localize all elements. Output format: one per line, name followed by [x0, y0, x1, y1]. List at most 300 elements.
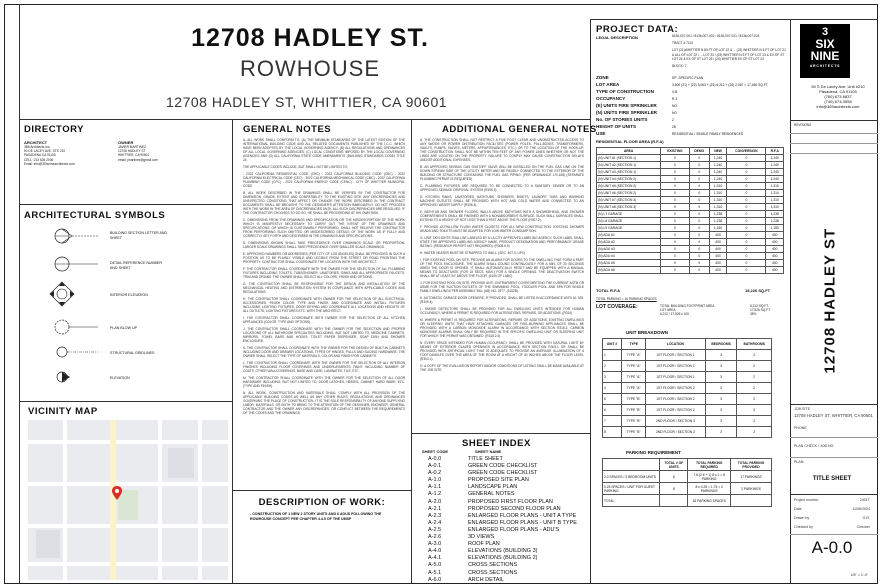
- revision-line: [790, 153, 878, 154]
- sheet-index-row: [428, 534, 578, 541]
- project-field-label: No. OF STORIES UNITS: [596, 117, 648, 122]
- unit-header-cell: LOCATION: [646, 339, 706, 350]
- project-number-label: Project number: [794, 498, 819, 502]
- floor-area-cell: 0: [727, 204, 766, 211]
- floor-area-cell: 0: [689, 162, 709, 169]
- unit-row: [603, 416, 772, 427]
- project-field-label: (E) UNITS FIRE SPRINKLER: [596, 103, 657, 108]
- description-text: - CONSTRUCTION OF 1 NEW 2 STORY UNITS AND 6 ADUS FOLLOWING THE ROWHOUSE CONCEPT PER CHAPTER 4.4.5 OF THE UMSP: [250, 512, 382, 521]
- floor-area-header-cell: CONVERSION: [727, 148, 766, 155]
- total-rfa-label: TOTAL R.F.A: [596, 288, 620, 293]
- plan-blow-up-icon: [55, 320, 98, 334]
- unit-cell: 2: [603, 361, 622, 372]
- project-field-value: NO: [672, 110, 677, 115]
- unit-cell: 2: [737, 394, 772, 405]
- project-field-label: USE: [596, 131, 606, 136]
- unit-cell: 3: [705, 361, 737, 372]
- floor-area-cell: 400: [709, 232, 727, 239]
- floor-area-cell: 0: [689, 218, 709, 225]
- drawn-by-value: G.R.: [862, 516, 870, 520]
- floor-area-cell: 1,238: [766, 218, 784, 225]
- frame-line: [790, 494, 878, 495]
- revision-line: [790, 143, 878, 144]
- parking-row: [603, 495, 772, 507]
- job-site-value: 12708 HADLEY ST, WHITTIER, CA 90601: [794, 413, 873, 418]
- floor-area-cell: 400: [766, 246, 784, 253]
- sheet-code: A-2.4: [428, 519, 442, 526]
- frame-line: [411, 119, 412, 584]
- project-title: 12708 HADLEY ST.: [191, 24, 429, 52]
- firm-info: [800, 84, 876, 109]
- floor-area-row: [597, 232, 784, 239]
- unit-cell: 2ND FLOOR / SECTION 3: [646, 427, 706, 438]
- unit-cell: TYPE "A": [622, 350, 646, 361]
- floor-area-row: [597, 162, 784, 169]
- floor-area-cell: 400: [766, 253, 784, 260]
- floor-area-cell: 0: [689, 204, 709, 211]
- project-field-row: [596, 88, 786, 95]
- unit-cell: TYPE "A": [622, 383, 646, 394]
- floor-area-row: [597, 197, 784, 204]
- sheet-index-row: [428, 477, 578, 484]
- floor-area-cell: 0: [727, 246, 766, 253]
- logo-line: NINE: [810, 49, 840, 63]
- unit-cell: 2: [737, 350, 772, 361]
- checked-by-value: Checker: [856, 525, 870, 529]
- unit-cell: 1ST FLOOR / SECTION 1: [646, 372, 706, 383]
- frame-line: [790, 120, 878, 121]
- project-field-value: V-B: [672, 89, 678, 94]
- floor-area-cell: (N) UNIT #8 (SECTION 3): [597, 204, 661, 211]
- unit-breakdown-heading: UNIT BREAKDOWN: [626, 330, 668, 335]
- floor-area-cell: 0: [661, 162, 690, 169]
- project-field-value: R-3: [672, 96, 678, 101]
- firm-line[interactable]: info@369architects.com: [816, 104, 860, 109]
- floor-area-row: [597, 190, 784, 197]
- parking-cell: 0.25 SPACES / UNIT FOR GUEST PARKING: [603, 483, 660, 495]
- general-note: THE APPLICABLE CODES INCLUDE, BUT SHALL NOT BE LIMITED TO:: [243, 165, 348, 169]
- project-field-row: [596, 74, 786, 81]
- floor-area-cell: (N) L7 GARAGE: [597, 211, 661, 218]
- parking-header-cell: TOTAL PARKING PROVIDED: [731, 459, 772, 471]
- lot-coverage-label: LOT COVERAGE:: [596, 304, 638, 310]
- floor-area-header-cell: R.F.A: [766, 148, 784, 155]
- floor-area-row: [597, 204, 784, 211]
- project-address: 12708 HADLEY ST, WHITTIER, CA 90601: [166, 94, 448, 110]
- sheet-name: TITLE SHEET: [812, 476, 852, 482]
- parking-cell: TOTAL: [603, 495, 660, 507]
- frame-line: [790, 404, 878, 405]
- lot-coverage-lines: [660, 304, 714, 317]
- floor-area-cell: 400: [709, 267, 727, 274]
- general-note: A. ALL WORK SHALL CONFORM TO: (A) THE MINIMUM STANDARDS OF THE LATEST EDITION OF THE INTERNATIONAL BUILDING CODE AND ALL RELATED DOCUMENTS PUBLISHED BY THE I.C.C. WHICH HAVE BEEN ADOPTED BY THE LOCAL GOVERNING AGENCY; (B) ALL REGULATIONS AND ORDINANCES OF ALL LOCAL GOVERNING AGENCIES; (C) LOCAL CONDITIONS IMPOSED BY THE LOCAL GOVERNING AGENCIES AND (D) ALL CALIFORNIA STATE CODE AMENDMENTS (BUILDING STANDARDS CODE) TITLE 24.: [243, 138, 405, 162]
- section-symbol-icon: [55, 229, 98, 243]
- general-note: F. THE CONTRACTOR SHALL COORDINATE WITH THE OWNER FOR THE SELECTION OF ALL PLUMBING FIXTURES INCLUDING TOILETS, TUBS/SHOWER, LAVATORIES, SINKS AND ALL APPROPRIATE FAUCETS, TRIM AND DRAINS. THE OWNER SHALL SELECT ALL COLORS, FINISH AND OPTIONS.: [243, 267, 405, 279]
- general-note: N. ALL WORK, CONSTRUCTION AND MATERIALS SHALL COMPLY WITH ALL PROVISION OF THE APPLICABLE BUILDING CODES AS WELL AS ANY OTHER RULES, REGULATIONS, AND ORDINANCES GOVERNING THE PLACE OF CONSTRUCTION. IT IS THE SOLE RESPONSIBILITY OF ANYONE SUPPLYING LABOR, MATERIALS, OR BOTH TO BRING TO THE ATTENTION OF THE DESIGNER, ENGINEER, GENERAL CONTRACTOR AND THE OWNER ANY DISCREPANCIES, OR CONFLICT BETWEEN THE REQUIREMENTS OF THE CODES AND THE DRAWINGS.: [243, 391, 405, 415]
- symbol-label: ELEVATION: [110, 376, 130, 380]
- sheet-name: ELEVATIONS (BUILDING 2): [468, 555, 538, 562]
- floor-area-cell: 400: [709, 253, 727, 260]
- floor-area-cell: 0: [661, 218, 690, 225]
- total-rfa-value: 15,226 SQ.FT: [745, 288, 771, 293]
- owner-line: WHITTIER, CA 90601: [118, 153, 150, 158]
- floor-area-cell: 1,238: [709, 211, 727, 218]
- symbols-legend: [40, 222, 230, 397]
- project-field-row: [596, 81, 786, 88]
- project-fields: [596, 74, 786, 137]
- unit-row: [603, 405, 772, 416]
- sheet-code: A-3.0: [428, 541, 442, 548]
- additional-note: E. BATHTUB AND SHOWER FLOORS, WALLS ABOVE BATHTUBS WITH A SHOWERHEAD, AND SHOWER COMPARTMENTS SHALL BE FINISHED WITH A NONABSORBENT SURFACE. SUCH WALL SURFACES SHALL EXTEND TO A HEIGHT OF NOT LESS THAN 6 FEET ABOVE THE FLOOR (R307.2).: [420, 210, 584, 222]
- floor-area-cell: 400: [766, 260, 784, 267]
- symbol-label: DETAIL REFERENCE NUMBER AND SHEET: [110, 261, 162, 270]
- unit-cell: TYPE "A": [622, 372, 646, 383]
- project-field-row: [596, 95, 786, 102]
- project-field-row: [596, 130, 786, 137]
- floor-area-cell: 0: [727, 190, 766, 197]
- unit-header-cell: BATHROOMS: [737, 339, 772, 350]
- additional-note: G. UNIT SKYLIGHTS SHALL BE LABELED BY A LA CITY APPROVED LABELING AGENCY. SUCH LABEL SHALL STATE THE APPROVED LABELING AGENCY NAME, PRODUCT DESIGNATION AND PERFORMANCE GRADE RATING. (RESEARCH REPORT NOT REQUIRED). (R308.6.9): [420, 236, 584, 248]
- vicinity-heading: VICINITY MAP: [28, 406, 98, 417]
- architect-line: CELL: 213 605 2006: [24, 157, 54, 162]
- sheet-name: TITLE SHEET: [468, 456, 503, 462]
- project-data-heading: PROJECT DATA:: [596, 24, 679, 35]
- unit-cell: 1ST FLOOR / SECTION 2: [646, 383, 706, 394]
- frame-line: [790, 534, 878, 535]
- lot-coverage-value: 6,212 SQ.FT.: [750, 304, 769, 308]
- floor-area-cell: 400: [766, 267, 784, 274]
- general-note: D. DIMENSIONS SHOWN SHALL TAKE PRECEDENCE OVER DRAWINGS SCALE OR PROPORTION. LARGER SCALE DRAWINGS SHALL TAKE PRECEDENCE OVER SMALLER SCALE DRAWINGS.: [243, 241, 405, 249]
- unit-cell: 1ST FLOOR / SECTION 1: [646, 350, 706, 361]
- floor-area-cell: 0: [661, 211, 690, 218]
- floor-area-cell: (N) L9 GARAGE: [597, 225, 661, 232]
- legal-label: LEGAL DESCRIPTION: [596, 35, 638, 40]
- firm-line: Pasadena, CA 91105: [819, 89, 857, 94]
- sheet-index-row: [428, 513, 578, 520]
- architect-line: 50 DE LACEY AVE. STE 210: [24, 149, 66, 154]
- unit-cell: 1ST FLOOR / SECTION 2: [646, 394, 706, 405]
- owner-label: OWNER: [118, 140, 134, 145]
- floor-area-label: RESIDENTIAL FLOOR AREA (R.F.A): [596, 139, 664, 144]
- sheet-name: ARCH DETAIL: [468, 576, 504, 583]
- vertical-project-title: 12708 HADLEY ST: [821, 227, 839, 374]
- sheet-code: A-5.1: [428, 569, 442, 576]
- additional-note: D. KITCHEN SINKS, LAVATORIES, BATHTUBS, SHOWERS, BIDETS, LAUNDRY TUBS AND WASHING MACHINE OUTLETS SHALL BE PROVIDED WITH HOT AND COLD WATER AND CONNECTED TO AN APPROVED WATER SUPPLY (R306.4).: [420, 195, 584, 207]
- floor-area-cell: 1,150: [709, 225, 727, 232]
- owner-block: [118, 140, 198, 162]
- floor-area-row: [597, 225, 784, 232]
- general-note: K. THE CONTRACTOR SHALL COORDINATE WITH THE OWNER FOR THE DESIGN OF BUILT-IN CABINETS INCLUDING DOOR AND DRAWER LOCATIONS, TYPES OF HINGES, PULLS AND SLIDING HARDWARE. THE OWNER SHALL SELECT THE TYPE OF MATERIALS, COLOR AND FINISH FOR CABINETS.: [243, 346, 405, 358]
- floor-area-cell: 0: [661, 260, 690, 267]
- sheet-code-header: SHEET CODE: [422, 449, 449, 454]
- floor-area-cell: 0: [661, 155, 690, 162]
- floor-area-cell: 1,238: [766, 211, 784, 218]
- symbol-label: BUILDING SECTION LETTER AND SHEET: [110, 231, 168, 240]
- lot-coverage-line: TOTAL BUILDING FOOTPRINT AREA: [660, 304, 715, 308]
- floor-area-cell: 1,240: [766, 162, 784, 169]
- floor-area-cell: 1,240: [709, 176, 727, 183]
- floor-area-cell: (N) UNIT #4 (SECTION 2): [597, 176, 661, 183]
- frame-line: [19, 204, 232, 205]
- floor-area-header-cell: AREA: [597, 148, 661, 155]
- project-field-row: [596, 123, 786, 130]
- sheet-index-row: [428, 527, 578, 534]
- drawn-by-label: Drawn by: [794, 516, 810, 520]
- frame-line: [411, 433, 590, 434]
- location-pin-icon: [112, 486, 122, 500]
- floor-area-cell: (N) ADU #5: [597, 260, 661, 267]
- unit-cell: 2: [737, 372, 772, 383]
- sheet-index-list: [428, 456, 578, 584]
- floor-area-cell: 0: [727, 211, 766, 218]
- lot-coverage-line: 6,212 / 17,526 x 100: [660, 312, 690, 317]
- sheet-index-row: [428, 456, 578, 463]
- frame-line: [590, 19, 878, 20]
- scale-value: 1/8" = 1'-0": [850, 573, 868, 577]
- phone-label: PHONE: [794, 426, 807, 430]
- parking-cell: [731, 495, 772, 507]
- floor-area-cell: 1,310: [709, 190, 727, 197]
- parking-header-cell: [603, 459, 660, 471]
- parking-cell: 7.6 (2.6 + 1) 8 x 1 = 8 PARKING: [688, 471, 731, 483]
- sheet-code: A-4.1: [428, 555, 442, 562]
- project-field-value: NO: [672, 103, 677, 108]
- detail-reference-icon: [55, 257, 98, 271]
- floor-area-cell: (N) L8 GARAGE: [597, 218, 661, 225]
- floor-area-cell: 1,240: [709, 169, 727, 176]
- floor-area-cell: 0: [689, 225, 709, 232]
- floor-area-cell: 0: [727, 176, 766, 183]
- additional-note: A. THE CONSTRUCTION SHALL NOT RESTRICT A FIVE FOOT CLEAR AND UNOBSTRUCTED ACCESS TO ANY WATER OR POWER DISTRIBUTION FACILITIES (POWER POLES, PULL-BOXES, TRANSFORMERS, VAULTS, PUMPS, VALVES, METERS, APPURTENANCES, ETC.) OR TO THE LOCATION OF THE HOOK-UP. THE CONSTRUCTION SHALL NOT BE WITHIN TEN FEET OF ANY POWER LINES WHETHER OR NOT THE LINES ARE LOCATED ON THE PROPERTY. FAILURE TO COMPLY MAY CAUSE CONSTRUCTION DELAYS AND/OR ADDITIONAL EXPENSES.: [420, 138, 584, 162]
- floor-area-cell: 0: [661, 225, 690, 232]
- unit-cell: 6: [603, 405, 622, 416]
- additional-note: J. FOR EXISTING POOL ON SITE, PROVIDE ANTI- ENTRAPMENT COVER MEETING THE CURRENT ASTM OR ASME FOR THE SUCTION OUTLETS OF THE SWIMMING POOL, TODDLER POOL AND SPA FOR SINGLE FAMILY DWELLINGS PER ASSEMBLY BILL (AB) NO. 2977. (3162B): [420, 281, 584, 293]
- architect-line: 3B6 Architects Inc.: [24, 145, 51, 149]
- floor-area-cell: 0: [661, 246, 690, 253]
- unit-cell: TYPE "B": [622, 427, 646, 438]
- floor-area-cell: 400: [709, 246, 727, 253]
- floor-area-cell: 0: [689, 253, 709, 260]
- unit-cell: 3: [705, 350, 737, 361]
- floor-area-cell: 1,310: [709, 183, 727, 190]
- logo-line: 3: [821, 26, 829, 38]
- floor-area-cell: 1,310: [709, 204, 727, 211]
- unit-cell: 4: [603, 383, 622, 394]
- general-note: L. THE CONTRACTOR SHALL COORDINATE WITH THE OWNER FOR THE SELECTION OF ALL INTERIOR FINISHES INCLUDING FLOOR COVERINGS AND UNDERLAYMENTS, PAINT, INCLUDING NUMBER OF COATS, OTHER WALLCOVERINGS, BASE AND CASE, LAMINATES, TILE, ETC.: [243, 361, 405, 373]
- floor-area-cell: 0: [689, 260, 709, 267]
- floor-area-cell: 0: [727, 267, 766, 274]
- project-subtitle: ROWHOUSE: [240, 56, 380, 81]
- unit-cell: TYPE "B": [622, 405, 646, 416]
- sheet-name: CROSS SECTIONS: [468, 562, 518, 569]
- lot-coverage-value: 17,526 SQ.FT.: [750, 308, 771, 313]
- sheet-name: PROPOSED FIRST FLOOR PLAN: [468, 498, 553, 505]
- floor-area-cell: 0: [727, 183, 766, 190]
- sheet-name: GREEN CODE CHECKLIST: [468, 470, 538, 477]
- sheet-code: A-0.0: [428, 456, 442, 462]
- floor-area-cell: 0: [689, 169, 709, 176]
- floor-area-cell: 0: [689, 267, 709, 274]
- unit-cell: 2: [737, 416, 772, 427]
- unit-header-cell: UNIT #: [603, 339, 622, 350]
- sheet-index-row: [428, 520, 578, 527]
- sheet-name: GREEN CODE CHECKLIST: [468, 463, 538, 470]
- sheet-index-row: [428, 570, 578, 577]
- sheet-name: LANDSCAPE PLAN: [468, 484, 518, 491]
- floor-area-cell: (N) ADU #2: [597, 239, 661, 246]
- parking-header-row: [603, 459, 772, 471]
- parking-row: [603, 483, 772, 495]
- firm-logo: [800, 24, 850, 78]
- unit-cell: 3: [705, 427, 737, 438]
- sheet-code: A-2.0: [428, 498, 442, 505]
- floor-area-cell: 400: [766, 232, 784, 239]
- description-heading: DESCRIPTION OF WORK:: [258, 497, 386, 508]
- floor-area-row: [597, 211, 784, 218]
- unit-cell: 2ND FLOOR / SECTION 3: [646, 416, 706, 427]
- architect-label: ARCHITECT: [24, 140, 48, 145]
- parking-cell: [660, 495, 688, 507]
- project-field-value: 28': [672, 124, 677, 129]
- vicinity-map[interactable]: [28, 420, 228, 580]
- project-number: 2401T: [859, 498, 870, 502]
- sheet-code: A-5.0: [428, 562, 442, 569]
- floor-area-row: [597, 267, 784, 274]
- unit-cell: 7: [603, 416, 622, 427]
- floor-area-cell: 1,240: [766, 169, 784, 176]
- legal-lines: [672, 34, 786, 68]
- architect-line: Email: info@3Sixninearchitects.com: [24, 161, 75, 166]
- unit-row: [603, 394, 772, 405]
- unit-cell: TYPE "B": [622, 416, 646, 427]
- floor-area-row: [597, 176, 784, 183]
- unit-cell: 3: [603, 372, 622, 383]
- owner-line: email: jmartinez@gmail.com: [118, 157, 159, 162]
- floor-area-cell: 1,310: [766, 204, 784, 211]
- sheet-index-heading: SHEET INDEX: [462, 438, 531, 449]
- floor-area-cell: 0: [727, 260, 766, 267]
- additional-note: B. AN APPROVED SEISMIC GAS SHUTOFF VALVE WILL BE INSTALLED ON THE FUEL GAS LINE ON THE DOWN STREAM SIDE OF THE UTILITY METER AND BE RIGIDLY CONNECTED TO THE EXTERIOR OF THE BUILDING OR STRUCTURE CONTAINING THE FUEL GAS PIPING. (PER ORDINANCE 170,158) (SEPARATE PLUMBING PERMIT IS REQUIRED).: [420, 165, 584, 181]
- floor-area-cell: 0: [727, 253, 766, 260]
- floor-area-cell: 1,238: [709, 218, 727, 225]
- general-notes-heading: GENERAL NOTES: [243, 124, 332, 135]
- floor-area-cell: 0: [661, 253, 690, 260]
- unit-cell: 1ST FLOOR / SECTION 1: [646, 361, 706, 372]
- architect-line: PASADENA CA 91105: [24, 153, 56, 158]
- floor-area-row: [597, 253, 784, 260]
- floor-area-cell: 0: [689, 197, 709, 204]
- sheet-index-row: [428, 577, 578, 584]
- sheet-code: A-0.1: [428, 463, 442, 470]
- parking-cell: 8: [660, 483, 688, 495]
- floor-area-cell: (N) UNIT #7 (SECTION 3): [597, 197, 661, 204]
- unit-cell: 2: [737, 405, 772, 416]
- floor-area-row: [597, 239, 784, 246]
- floor-area-cell: 1,240: [766, 155, 784, 162]
- project-field-value: RESIDENTIAL / SINGLE FAMILY RESIDENCES: [672, 131, 744, 136]
- parking-header-cell: TOTAL # OF UNITS: [660, 459, 688, 471]
- parking-note: TOTAL PARKING = 16 PARKING SPACES: [596, 297, 657, 301]
- sheet-index-row: [428, 541, 578, 548]
- general-note: G. THE CONTRACTOR SHALL BE RESPONSIBLE FOR THE DESIGN AND INSTALLATION OF THE MECHANICAL HEATING AND DISTRIBUTION SYSTEM IN COMPLIANCE WITH APPLICABLE CODES AND REGULATIONS.: [243, 282, 405, 294]
- additional-note: N. EVERY SPACE INTENDED FOR HUMAN OCCUPANCY SHALL BE PROVIDED WITH NATURAL LIGHT BY MEANS OF EXTERIOR GLAZED OPENINGS IN ACCORDANCE WITH SECTION R303.1 OR SHALL BE PROVIDED WITH ARTIFICIAL LIGHT THAT IS ADEQUATE TO PROVIDE AN AVERAGE ILLUMINATION OF 6 FOOTCANDLES OVER THE AREA OF THE ROOM AT A HEIGHT OF 30 INCHES ABOVE THE FLOOR LEVEL (R303.1).: [420, 341, 584, 361]
- general-note: E. APPROVED NUMBERS OR ADDRESSES (PER CITY OF LOS ANGELES) SHALL BE PROVIDED IN SUCH A POSITION AS TO BE PLAINLY VISIBLE AND LEGIBLE FROM THE STREET OR ROAD FRONTING THE PROPERTY. CONTRACTOR SHALL COORDINATE THE LOCATION WITH THE ARCHITECT.: [243, 252, 405, 264]
- floor-area-table: [596, 147, 784, 274]
- general-note: H. THE CONTRACTOR SHALL COORDINATE WITH OWNER FOR THE SELECTION OF ALL ELECTRICAL ACCESSORIES, FINISH COLOR, TYPE AND FINISH, AND COORDINATE AND INSTALL FIXTURES INCLUDING LIGHTING FIXTURES, DOOR KEYPAD AND COORDINATE ALL LOCATIONS AND HEIGHTS OF ALL OUTLETS, LIGHTING FIXTURES ETC. WITH THE ARCHITECT.: [243, 297, 405, 313]
- parking-cell: 8 x 0.25 = 1.75 = 2 PARKINGS: [688, 483, 731, 495]
- additional-note: C. PLUMBING FIXTURES ARE REQUIRED TO BE CONNECTED TO A SANITARY SEWER OR TO AN APPROVED SEWAGE DISPOSAL SYSTEM (R306.3).: [420, 184, 584, 192]
- additional-note: K. AUTOMATIC GARAGE DOOR OPENERS, IF PROVIDED, SHALL BE LISTED IN ACCORDANCE WITH UL 325. (R309.4): [420, 296, 584, 304]
- floor-area-cell: (N) ADU #6: [597, 267, 661, 274]
- revision-line: [790, 133, 878, 134]
- legal-line: LOT (21)WHITTIER N 80 FT OF LOT 22 & ... (22) WHITTIER N 5 FT OF LOT 21 & ALL OF LOT 22 / ... LOT 23 / (23) WHITTIER N 5 FT OF LOT 23 & EX OF ST LOT 24 & EX OF ST LOT 25 / (24) WHITTIER EX OF ST LOT 24: [672, 48, 786, 61]
- floor-area-cell: 0: [661, 204, 690, 211]
- sheet-name: ROOF PLAN: [468, 541, 500, 548]
- parking-cell: 16 PARKING SPACES: [688, 495, 731, 507]
- floor-area-cell: 0: [727, 155, 766, 162]
- unit-cell: 3: [705, 394, 737, 405]
- floor-area-row: [597, 260, 784, 267]
- project-field-row: [596, 102, 786, 109]
- sheet-index-row: [428, 555, 578, 562]
- floor-area-cell: (N) UNIT #1 (SECTION 1): [597, 155, 661, 162]
- additional-note: F. PROVIDE ULTRA-LOW FLUSH WATER CLOSETS FOR ALL NEW CONSTRUCTION. EXISTING SHOWER HEADS AND TOILETS MUST BE ADAPTED FOR LOW WATER CONSUMPTION.: [420, 225, 584, 233]
- date-value: 11/06/2024: [852, 507, 870, 511]
- parking-cell: 2 PARKINGS: [731, 483, 772, 495]
- additional-note: I. FOR EXISTING POOL ON SITE, PROVIDE AN ALARM FOR DOORS TO THE DWELLING THAT FORM A PART OF THE POOL ENCLOSURE. THE ALARM SHALL SOUND CONTINUOUSLY FOR A MIN. OF 30 SECONDS WHEN THE DOOR IS OPENED. IT SHALL AUTOMATICALLY RESET AND BE EQUIPPED WITH A MANUAL MEANS TO DEACTIVATE (FOR 15 SECS. MAX.) FOR A SINGLE OPENING. THE DEACTIVATION SWITCH SHALL BE AT LEAST 54" ABOVE THE FLOOR. (6109 OF LABC): [420, 258, 584, 278]
- floor-area-cell: 1,240: [766, 176, 784, 183]
- frame-line: [590, 19, 591, 584]
- unit-cell: 3: [705, 416, 737, 427]
- general-note: M. THE CONTRACTOR SHALL COORDINATE WITH THE OWNER FOR THE SELECTION OF ALL DOOR HARDWARE INCLUDING, BUT NOT LIMITED TO, DOOR LATCHES, HINGES, CABINET HARD WARE, ETC. (TYPE AND FINISH).: [243, 376, 405, 388]
- symbol-label: STRUCTURAL GRIDLINES: [110, 351, 155, 355]
- legal-line: 8136-007-001 / 8136-007-002 / 8136-007-021 / 8136-007-024: [672, 34, 760, 38]
- additional-note: O. A COPY OF THE EVALUATION REPORT AND/OR CONDITIONS OF LISTING SHALL BE MADE AVAILABLE AT THE JOB SITE.: [420, 364, 584, 372]
- floor-area-row: [597, 246, 784, 253]
- project-field-row: [596, 116, 786, 123]
- job-site-label: JOB SITE: [794, 407, 810, 411]
- floor-area-cell: 1,240: [709, 162, 727, 169]
- project-field-label: HEIGHT OF UNITS: [596, 124, 637, 129]
- project-field-value: 2: [672, 117, 674, 122]
- sheet-name: PROPOSED SITE PLAN: [468, 477, 529, 484]
- floor-area-cell: 0: [661, 176, 690, 183]
- floor-area-cell: (N) UNIT #3 (SECTION 1): [597, 169, 661, 176]
- unit-cell: 1: [603, 350, 622, 361]
- symbol-label: PLAN BLOW UP: [110, 326, 137, 330]
- unit-cell: 3: [705, 372, 737, 383]
- directory-heading: DIRECTORY: [24, 124, 84, 135]
- sheet-index-row: [428, 463, 578, 470]
- project-field-value: SP- SPECIFIC PLAN: [672, 75, 704, 80]
- sheet-code: A-6.0: [428, 576, 442, 583]
- general-notes-list: [243, 138, 405, 484]
- general-note: C. DIMENSIONS FROM THE DRAWINGS AND SPECIFICATION OR THE MISDESCRIPTION OF THE WORK WHICH IS MANIFESTLY NECESSARY TO CARRY OUT THE INTENT OF THE DRAWINGS AND SPECIFICATIONS, OR WHICH IS CUSTOMARILY PERFORMED, SHALL NOT RELIEVE THE CONTRACTOR FROM PERFORMING SUCH OMITTED OR MISDESCRIBED DETAILS OF THE WORK AS IF FULLY AND CORRECTLY SET FORTH AND DESCRIBED IN THE DRAWINGS AND SPECIFICATIONS.: [243, 218, 405, 238]
- unit-cell: 5: [603, 394, 622, 405]
- additional-note: L. SMOKE DETECTORS SHALL BE PROVIDED FOR ALL DWELLING UNITS INTENDED FOR HUMAN OCCUPANCY, WHERE A PERMIT IS REQUIRED FOR ALTERATIONS, REPAIRS, OR ADDITIONS. (R314): [420, 307, 584, 315]
- sheet-code: A-2.3: [428, 512, 442, 519]
- floor-area-header-cell: EXISTING: [661, 148, 690, 155]
- unit-header-cell: BEDROOMS: [705, 339, 737, 350]
- parking-heading: PARKING REQUIREMENT: [626, 450, 681, 455]
- parking-header-cell: TOTAL PARKING REQUIRED: [688, 459, 731, 471]
- unit-breakdown-table: [602, 338, 772, 438]
- floor-area-cell: 0: [661, 239, 690, 246]
- additional-note: M. WHERE A PERMIT IS REQUIRED FOR ALTERATIONS, REPAIRS OR ADDITIONS, EXISTING DWELLINGS OR SLEEPING UNITS THAT HAVE ATTACHED GARAGES OR FUEL-BURNING APPLIANCES SHALL BE PROVIDED WITH A CARBON MONOXIDE ALARM IN ACCORDANCE WITH SECTION R315.2. CARBON MONOXIDE ALARMS SHALL ONLY BE REQUIRED IN THE SPECIFIC DWELLING UNIT OR SLEEPING UNIT FOR WHICH THE PERMIT WAS OBTAINED. (R315.2.6): [420, 318, 584, 338]
- sheet-code: A-2.5: [428, 526, 442, 533]
- project-field-label: LOT AREA: [596, 82, 620, 87]
- floor-area-cell: 0: [689, 176, 709, 183]
